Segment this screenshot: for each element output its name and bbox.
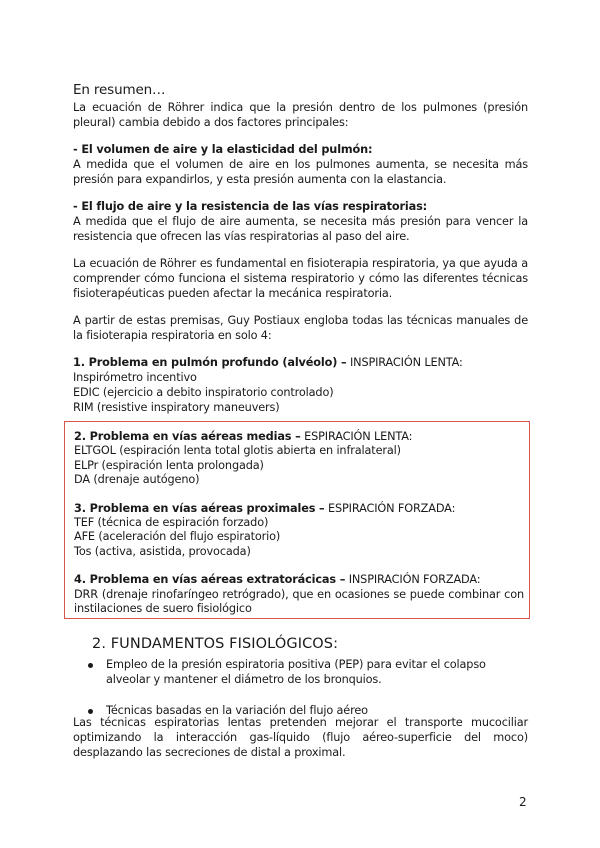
summary-section: [73, 82, 528, 415]
problem-4-title: 4. Problema en vías aéreas extratorácicas – INSPIRACIÓN FORZADA:: [74, 573, 481, 587]
problem-2: [74, 430, 524, 488]
problem-2-title: 2. Problema en vías aéreas medias – ESPIRACIÓN LENTA:: [74, 430, 413, 443]
problem-2-item: ELTGOL (espiración lenta total glotis abierta en infralateral): [74, 444, 401, 458]
problem-3: [74, 502, 524, 560]
list-item: Técnicas basadas en la variación del flujo aéreo: [82, 703, 528, 718]
page-number: 2: [519, 795, 527, 809]
summary-heading: En resumen…: [73, 82, 166, 98]
problem-1: [73, 355, 528, 415]
bullet-icon: [88, 709, 93, 714]
rohrer-importance: La ecuación de Röhrer es fundamental en fisioterapia respiratoria, ya que ayuda a comprender cómo funciona el sistema respiratorio y cómo las diferentes técnicas fisioterapéuticas pueden afectar la mecánica respiratoria.: [73, 257, 528, 300]
problem-3-title: 3. Problema en vías aéreas proximales – ESPIRACIÓN FORZADA:: [74, 501, 456, 515]
list-item: Empleo de la presión espiratoria positiva (PEP) para evitar el colapso alveolar y mantener el diámetro de los bronquios.: [82, 657, 528, 687]
factor1-text: A medida que el volumen de aire en los pulmones aumenta, se necesita más presión para expandirlos, y esta presión aumenta con la elastancia.: [73, 158, 528, 186]
bullet-icon: [88, 663, 93, 668]
postiaux-intro: A partir de estas premisas, Guy Postiaux engloba todas las técnicas manuales de la fisioterapia respiratoria en solo 4:: [73, 314, 528, 342]
closing-paragraph: Las técnicas espiratorias lentas pretenden mejorar el transporte mucociliar optimizando la interacción gas-líquido (flujo aéreo-superficie del moco) desplazando las secreciones de distal a proximal.: [73, 716, 528, 759]
problem-2-item: DA (drenaje autógeno): [74, 473, 200, 487]
section-bullet-list: [82, 657, 528, 718]
problem-1-item: EDIC (ejercicio a debito inspiratorio controlado): [73, 386, 334, 399]
factor2-text: A medida que el flujo de aire aumenta, se necesita más presión para vencer la resistencia que ofrecen las vías respiratorias al paso del aire.: [73, 215, 528, 243]
factor1-title: - El volumen de aire y la elasticidad del pulmón:: [73, 143, 373, 156]
problem-2-item: ELPr (espiración lenta prolongada): [74, 458, 264, 472]
problem-1-title: 1. Problema en pulmón profundo (alvéolo) – INSPIRACIÓN LENTA:: [73, 356, 463, 369]
factor2-title: - El flujo de aire y la resistencia de las vías respiratorias:: [73, 200, 428, 213]
problem-3-item: TEF (técnica de espiración forzado): [74, 516, 269, 530]
problem-1-item: RIM (resistive inspiratory maneuvers): [73, 401, 280, 414]
problem-3-item: Tos (activa, asistida, provocada): [74, 544, 251, 558]
problem-3-item: AFE (aceleración del flujo espiratorio): [74, 530, 281, 544]
problem-4-item: DRR (drenaje rinofaríngeo retrógrado), que en ocasiones se puede combinar con instilaciones de suero fisiológico: [74, 587, 524, 616]
summary-intro: La ecuación de Röhrer indica que la presión dentro de los pulmones (presión pleural) cambia debido a dos factores principales:: [73, 101, 528, 129]
problem-4: [74, 573, 524, 616]
problem-1-item: Inspirómetro incentivo: [73, 371, 197, 384]
highlighted-problems-box: [64, 421, 530, 619]
section-title: 2. FUNDAMENTOS FISIOLÓGICOS:: [92, 636, 339, 652]
